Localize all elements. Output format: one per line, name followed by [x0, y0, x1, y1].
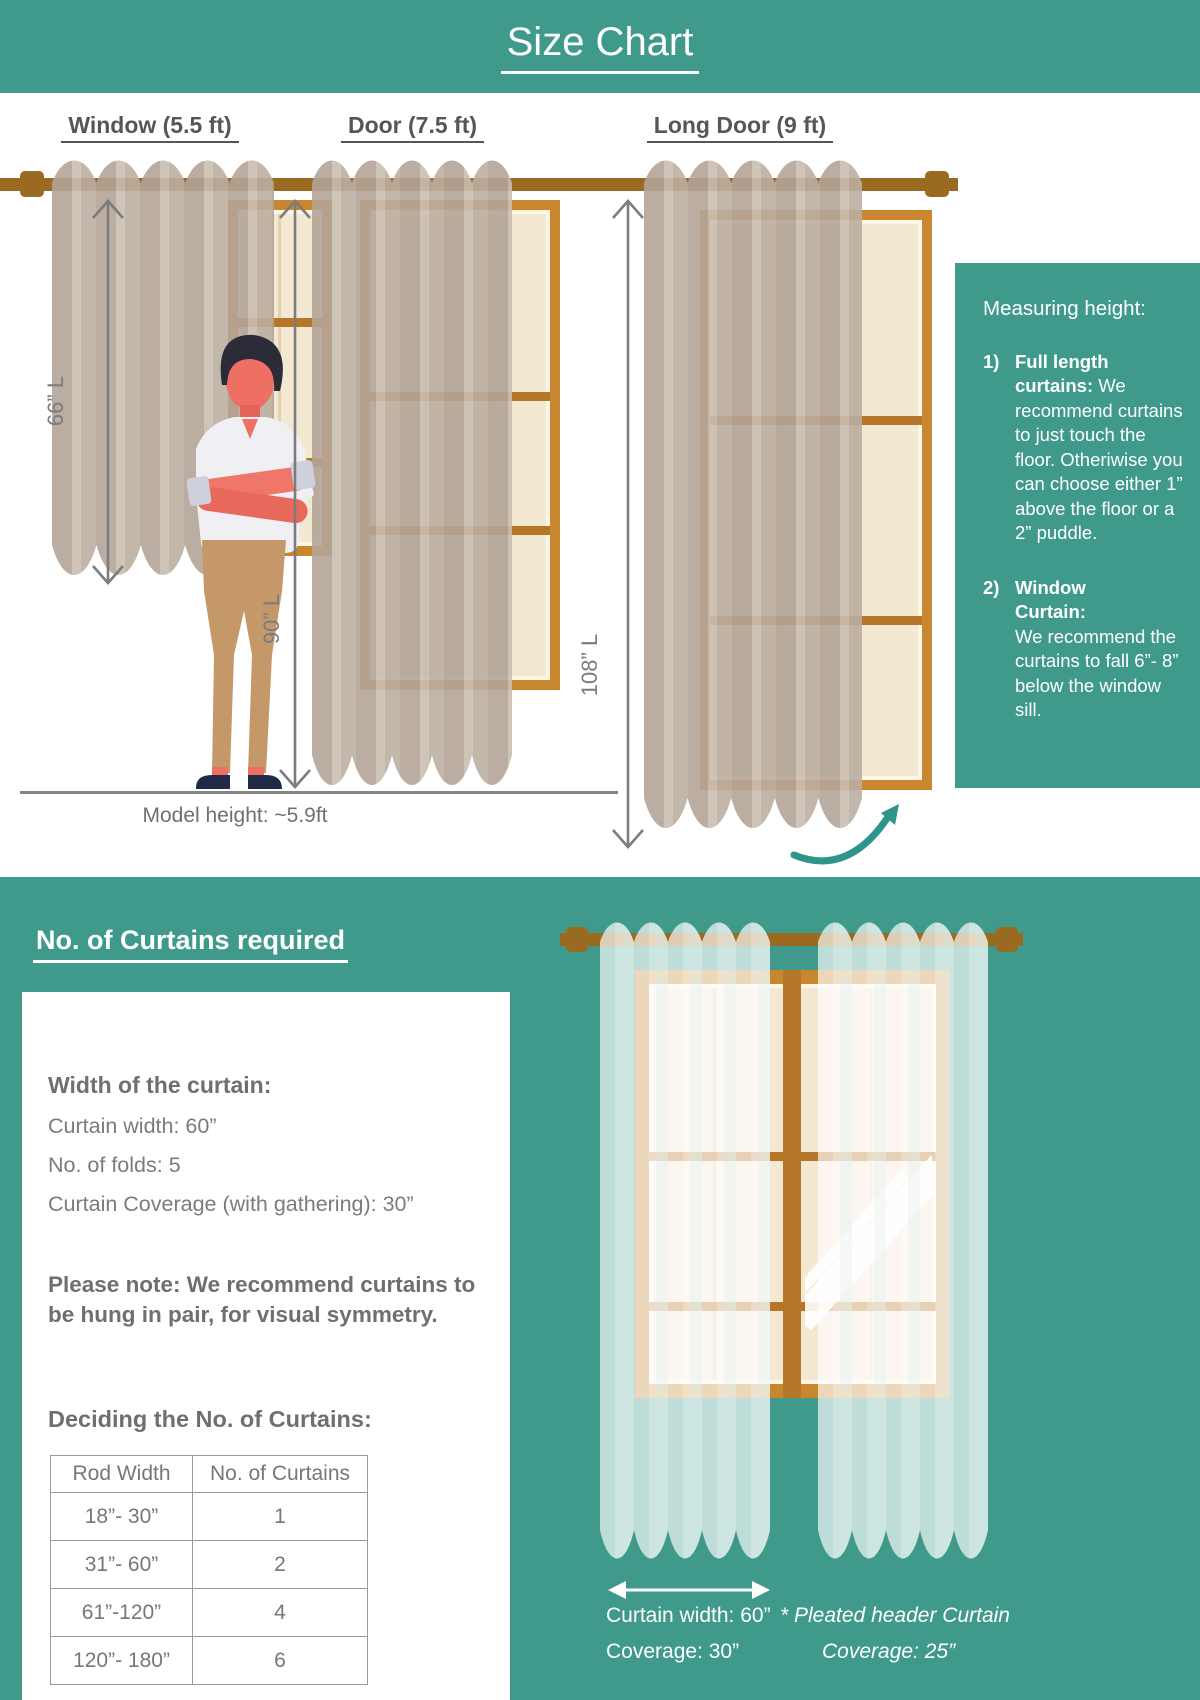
- long-door-curtain: [644, 153, 862, 838]
- measuring-item-2: 2) Window Curtain: We recommend the curtains to fall 6”- 8” below the window sill.: [983, 576, 1179, 720]
- dimension-arrow-90: [277, 196, 313, 792]
- long-door-size-label: Long Door (9 ft): [640, 112, 840, 139]
- curved-arrow-icon: [786, 793, 914, 873]
- width-line: Curtain Coverage (with gathering): 30”: [48, 1192, 414, 1216]
- table-row: 61”-120” 4: [51, 1589, 368, 1637]
- curtains-required-heading: No. of Curtains required: [33, 925, 348, 956]
- no-of-curtains-header: No. of Curtains: [193, 1456, 368, 1493]
- rod-end-cap: [925, 171, 949, 197]
- curtain-count-table: [50, 1455, 368, 1685]
- curtain-width-caption: Curtain width: 60” Coverage: 30”: [606, 1604, 771, 1663]
- measuring-height-box: [955, 263, 1200, 788]
- width-title: Width of the curtain:: [48, 1072, 272, 1098]
- sheer-curtain-right: [818, 916, 988, 1568]
- width-line: Curtain width: 60”: [48, 1114, 217, 1138]
- bottom-rod-end-cap: [566, 927, 588, 952]
- bottom-window-center-divider: [783, 970, 801, 1398]
- measuring-item-1: 1) Full length curtains: We recommend curtains to just touch the floor. Otheriwise you can choose either 1” above the floor or a 2” puddle.: [983, 350, 1183, 543]
- table-title: Deciding the No. of Curtains:: [48, 1406, 372, 1432]
- table-row: 31”- 60” 2: [51, 1541, 368, 1589]
- long-door-length-label: 108” L: [577, 633, 602, 697]
- model-height-caption: Model height: ~5.9ft: [142, 804, 328, 827]
- rod-end-cap: [20, 171, 44, 197]
- table-row: 18”- 30” 1: [51, 1493, 368, 1541]
- rod-width-header: Rod Width: [51, 1456, 193, 1493]
- pair-note: Please note: We recommend curtains to be hung in pair, for visual symmetry.: [48, 1272, 476, 1327]
- dimension-arrow-108: [610, 196, 646, 852]
- measuring-box-title: Measuring height:: [983, 297, 1146, 320]
- page-title: Size Chart: [501, 20, 700, 74]
- door-length-label: 90” L: [259, 593, 284, 645]
- sheer-curtain-left: [600, 916, 770, 1568]
- dimension-arrow-66: [90, 196, 126, 588]
- pleated-header-caption: * Pleated header Curtain Coverage: 25”: [780, 1604, 1010, 1663]
- width-line: No. of folds: 5: [48, 1153, 181, 1177]
- curtain-info-card: [22, 992, 510, 1700]
- table-row: 120”- 180” 6: [51, 1637, 368, 1685]
- bottom-rod-end-cap: [996, 927, 1018, 952]
- door-size-label: Door (7.5 ft): [320, 112, 505, 139]
- door-curtain: [312, 153, 512, 795]
- window-length-label: 66” L: [43, 375, 68, 427]
- window-size-label: Window (5.5 ft): [40, 112, 260, 139]
- table-header-row: [51, 1456, 368, 1493]
- header-band: [0, 0, 1200, 93]
